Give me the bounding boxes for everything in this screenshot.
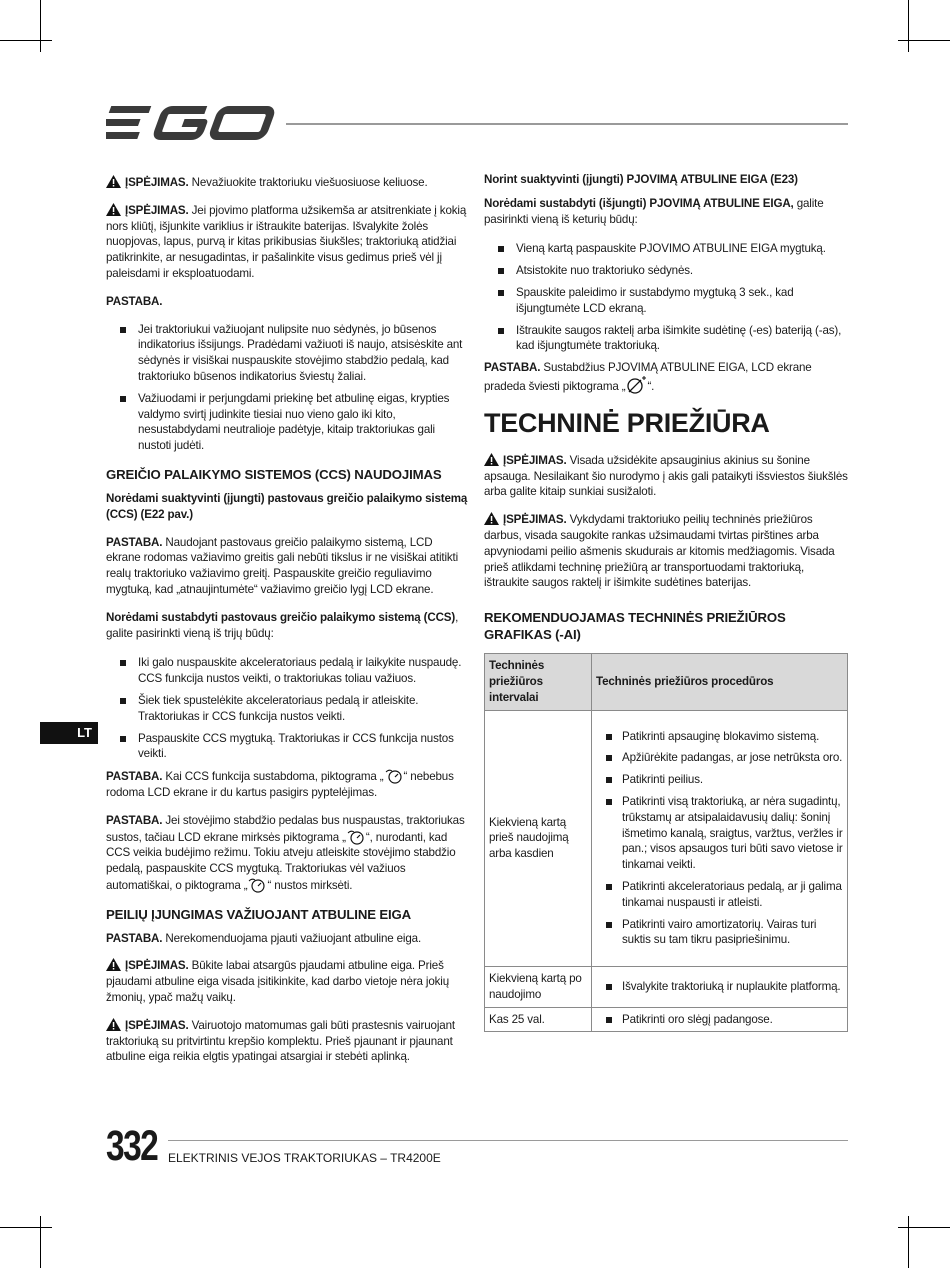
procedure-list: [596, 729, 843, 949]
list-item: Patikrinti oro slėgį padangose.: [622, 1012, 843, 1028]
cruise-control-icon: [384, 768, 404, 784]
warning-public-roads: ĮSPĖJIMAS. Nevažiuokite traktoriuku viešuosiuose keliuose.: [106, 175, 470, 191]
ccs-note-speed: PASTABA. Naudojant pastovaus greičio palaikymo sistemą, LCD ekrane rodomas važiavimo greitis gali nebūti tikslus ir ne visiškai atitikti realų traktoriuko važiavimo greitį. Paspauskite greičio reguliavimo mygtuką, kad „atnaujintumėte“ važiavimo greičio lygį LCD ekrane.: [106, 535, 459, 596]
interval-cell: Kiekvieną kartą prieš naudojimą arba kasdien: [485, 710, 592, 967]
list-item: Patikrinti apsauginę blokavimo sistemą.: [622, 729, 843, 745]
list-item: Apžiūrėkite padangas, ar jose netrūksta oro.: [622, 751, 843, 765]
crop-mark: [40, 0, 41, 52]
left-column: [106, 175, 470, 1077]
reverse-stop-subheading: Norėdami sustabdyti (išjungti) PJOVIMĄ ATBULINE EIGA, galite pasirinkti vieną iš keturių būdų:: [484, 196, 824, 226]
table-header-row: [485, 654, 848, 710]
procedure-list: [596, 979, 843, 995]
header-interval: Techninės priežiūros intervalai: [485, 654, 592, 710]
reverse-mowing-heading: PEILIŲ ĮJUNGIMAS VAŽIUOJANT ATBULINE EIGA: [106, 906, 411, 922]
warning-icon: [484, 512, 499, 525]
ccs-stop-list: [106, 655, 470, 762]
header-procedure: Techninės priežiūros procedūros: [592, 654, 848, 710]
crop-mark: [908, 1216, 909, 1268]
warning-icon: [106, 203, 121, 216]
list-item: Paspauskite CCS mygtuką. Traktoriukas ir CCS funkcija nustos veikti.: [138, 731, 470, 763]
procedure-cell: [592, 1007, 848, 1032]
warning-icon: [106, 958, 121, 971]
list-item: Atsistokite nuo traktoriuko sėdynės.: [516, 263, 848, 279]
ccs-heading: GREIČIO PALAIKYMO SISTEMOS (CCS) NAUDOJIMAS: [106, 466, 442, 482]
crop-mark: [0, 1227, 52, 1228]
list-item: Patikrinti peilius.: [622, 772, 843, 788]
list-item: Šiek tiek spustelėkite akceleratoriaus pedalą ir atleiskite. Traktoriukas ir CCS funkcija nustos veikti.: [138, 693, 470, 725]
warning-icon: [106, 175, 121, 188]
procedure-list: [596, 1012, 843, 1028]
note-list: [106, 322, 470, 454]
table-row: [485, 967, 848, 1008]
maintenance-warning-blades: ĮSPĖJIMAS. Vykdydami traktoriuko peilių techninės priežiūros darbus, visada saugokite rankas užsimaudami tvirtas pirštines arba apvyniodami peilio ašmenis skudurais ar kitomis medžiagomis. Visada prieš atlikdami techninę priežiūrą ar transportuodami traktoriuką, ištraukite saugos raktelį ir išimkite sudėtines baterijas.: [484, 513, 835, 590]
reverse-mowing-icon: [625, 376, 647, 394]
ccs-activate-subheading: Norėdami suaktyvinti (įjungti) pastovaus greičio palaikymo sistemą (CCS) (E22 pav.): [106, 491, 468, 521]
interval-cell: Kiekvieną kartą po naudojimo: [485, 967, 592, 1008]
crop-mark: [40, 1216, 41, 1268]
crop-mark: [898, 1227, 950, 1228]
procedure-cell: [592, 710, 848, 967]
crop-mark: [0, 40, 52, 41]
language-tab: LT: [40, 722, 98, 744]
ccs-stop-subheading: Norėdami sustabdyti pastovaus greičio palaikymo sistemą (CCS), galite pasirinkti vieną iš trijų būdų:: [106, 610, 459, 640]
warning-deck-clogged: ĮSPĖJIMAS. Jei pjovimo platforma užsikemša ar atsitrenkiate į kokią nors kliūtį, išjunkite variklius ir ištraukite baterijas. Išvalykite žolės nuopjovas, lapus, purvą ir kitas prikibusias šiukšles; traktoriuką atidžiai patikrinkite, ar nesugadintas, ir pašalinkite visus gedimus prieš vėl jį paleisdami ir eksploatuodami.: [106, 203, 467, 280]
procedure-cell: [592, 967, 848, 1008]
crop-mark: [898, 40, 950, 41]
header-rule: [286, 123, 848, 125]
footer-rule: [168, 1140, 848, 1141]
ccs-note-stopped: PASTABA. Kai CCS funkcija sustabdoma, piktograma „ “ nebebus rodoma LCD ekrane ir du kartus pasigirs pyptelėjimas.: [106, 770, 454, 799]
cruise-control-icon: [247, 877, 267, 893]
warning-icon: [484, 453, 499, 466]
right-column: [484, 172, 848, 1032]
list-item: Iki galo nuspauskite akceleratoriaus pedalą ir laikykite nuspaudę. CCS funkcija nustos veikti, o traktoriukas toliau važiuos.: [138, 655, 470, 687]
list-item: Vieną kartą paspauskite PJOVIMO ATBULINE EIGA mygtuką.: [516, 241, 848, 257]
reverse-warning-visibility: ĮSPĖJIMAS. Vairuotojo matomumas gali būti prastesnis vairuojant traktoriuką su pritvirtintu krepšio komplektu. Prieš pjaunant ir pjaunant atbuline eiga reikia elgtis ypatingai atsargiai ir stebėti aplinką.: [106, 1018, 455, 1064]
list-item: Patikrinti vairo amortizatorių. Vairas turi suktis su tam tikru pasipriešinimu.: [622, 917, 843, 949]
list-item: Važiuodami ir perjungdami priekinę bet atbulinę eigas, krypties valdymo svirtį judinkite tiesiai nuo vieno galo iki kito, nesustabdydami neutralioje padėtyje, kitaip traktoriukas gali nustoti judėti.: [138, 391, 470, 454]
list-item: Jei traktoriukui važiuojant nulipsite nuo sėdynės, jo būsenos indikatorius išsijungs. Pradėdami važiuoti iš naujo, atsisėskite ant sėdynės ir visiškai nuspauskite stovėjimo stabdžio pedalą, kad traktoriuko būsenos indikatorius šviestų žaliai.: [138, 322, 470, 385]
schedule-heading: REKOMENDUOJAMAS TECHNINĖS PRIEŽIŪROS GRAFIKAS (-AI): [484, 610, 786, 643]
crop-mark: [908, 0, 909, 52]
ccs-note-parking: PASTABA. Jei stovėjimo stabdžio pedalas bus nuspaustas, traktoriukas sustos, tačiau LCD ekrane mirksės piktograma „ “, nurodanti, kad CCS veikia budėjimo režimu. Tokiu atveju atleiskite stovėjimo stabdžio pedalą, paspauskite CCS mygtuką. Traktoriukas vėl važiuos automatiškai, o piktograma „ “ nustos mirksėti.: [106, 813, 465, 892]
list-item: Ištraukite saugos raktelį arba išimkite sudėtinę (-es) bateriją (-as), kad išjungtumėte traktoriuką.: [516, 323, 848, 355]
ego-logo: [106, 104, 276, 142]
reverse-warning-children: ĮSPĖJIMAS. Būkite labai atsargūs pjaudami atbuline eiga. Prieš pjaudami atbuline eiga visada įsitikinkite, kad darbo vietoje nėra jokių žmonių, ypač mažų vaikų.: [106, 959, 450, 1005]
reverse-note: PASTABA. Sustabdžius PJOVIMĄ ATBULINE EIGA, LCD ekrane pradeda šviesti piktograma „ “.: [484, 361, 812, 393]
maintenance-schedule-table: [484, 653, 848, 1032]
table-row: [485, 710, 848, 967]
note-heading: PASTABA.: [106, 294, 163, 308]
reverse-activate-subheading: Norint suaktyvinti (įjungti) PJOVIMĄ ATBULINE EIGA (E23): [484, 173, 798, 186]
maintenance-title: TECHNINĖ PRIEŽIŪRA: [484, 407, 770, 438]
warning-icon: [106, 1018, 121, 1031]
list-item: Patikrinti visą traktoriuką, ar nėra sugadintų, trūkstamų ar atsipalaidavusių dalių: šoninį išmetimo kanalą, sraigtus, varžtus, veržles ir pan.; visos apsaugos turi būti savo vietose ir tinkamai veikti.: [622, 794, 843, 872]
table-row: [485, 1007, 848, 1032]
list-item: Išvalykite traktoriuką ir nuplaukite platformą.: [622, 979, 843, 995]
list-item: Spauskite paleidimo ir sustabdymo mygtuką 3 sek., kad išjungtumėte LCD ekraną.: [516, 285, 848, 317]
reverse-note: PASTABA. Nerekomenduojama pjauti važiuojant atbuline eiga.: [106, 931, 422, 945]
reverse-stop-list: [484, 241, 848, 354]
maintenance-warning-eyes: ĮSPĖJIMAS. Visada užsidėkite apsauginius akinius su šonine apsauga. Nesilaikant šio nurodymo į akis gali pataikyti išsviestos šiukšlės arba galite kitaip sunkiai susižaloti.: [484, 453, 848, 499]
page-number: 332: [106, 1122, 158, 1170]
list-item: Patikrinti akceleratoriaus pedalą, ar ji galima tinkamai nuspausti ir atleisti.: [622, 879, 842, 909]
cruise-control-icon: [346, 829, 366, 845]
interval-cell: Kas 25 val.: [485, 1007, 592, 1032]
footer-title: ELEKTRINIS VEJOS TRAKTORIUKAS – TR4200E: [168, 1151, 441, 1165]
